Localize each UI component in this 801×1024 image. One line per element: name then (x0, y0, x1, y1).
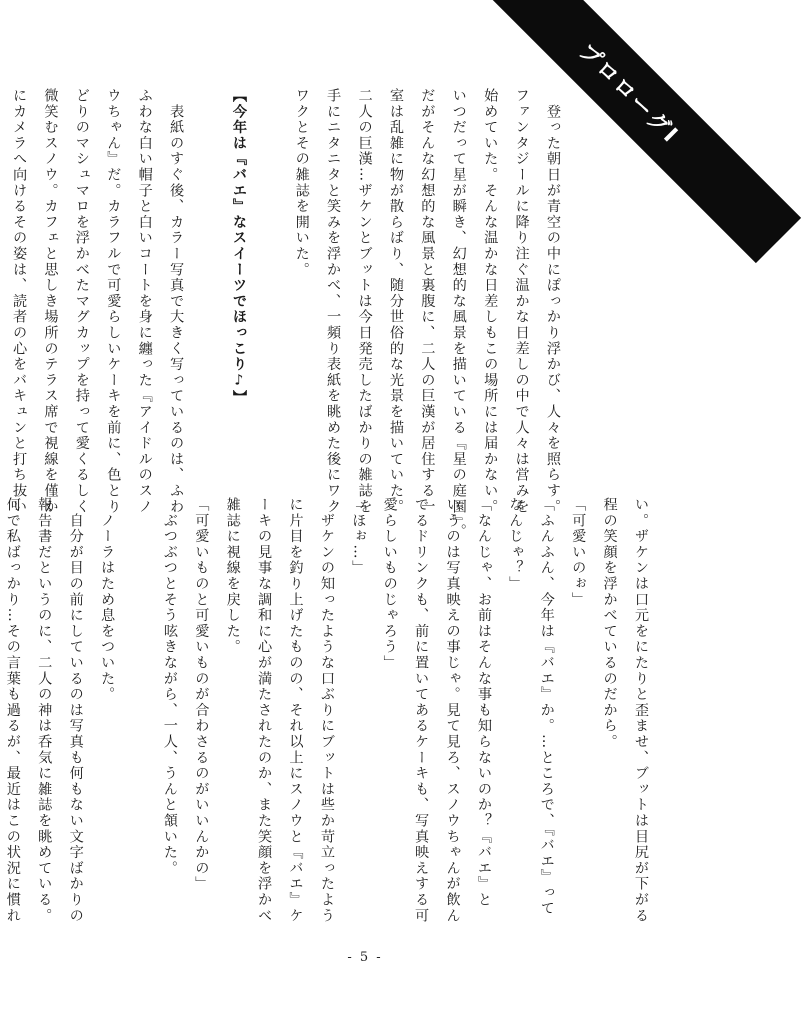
dialogue-line: 「可愛いのぉ」 (570, 497, 587, 608)
text-line: 微笑むスノウ。カフェと思しき場所のテラス席で視線を僅か (42, 88, 59, 515)
text-line: 程の笑顔を浮かべているのだから。 (601, 497, 618, 750)
text-line: ワクとその雑誌を開いた。 (293, 88, 310, 278)
dialogue-line: いうのは写真映えの事じゃ。見て見ろ、スノウちゃんが飲ん (444, 497, 461, 924)
dialogue-line: 「可愛いものと可愛いものが合わさるのがいいんかの」 (193, 497, 210, 892)
text-line: にカメラへ向けるその姿は、読者の心をバキュンと打ち抜い (11, 88, 28, 515)
text-line: ふわな白い帽子と白いコートを身に纏った『アイドルのスノ (136, 88, 153, 515)
dialogue-line: 愛らしいものじゃろう」 (381, 497, 398, 671)
text-line: 報告書だというのに、二人の神は呑気に雑誌を眺めている。 (36, 497, 53, 924)
text-line: 雑誌に視線を戻した。 (224, 497, 241, 655)
text-line: ウちゃん』だ。カラフルで可愛らしいケーキを前に、色とり (105, 88, 122, 515)
text-line: い。ザケンは口元をにたりと歪ませ、ブットは目尻が下がる (633, 497, 649, 924)
dialogue-line: なんじゃ？」 (507, 497, 524, 592)
text-line: どりのマシュマロを浮かべたマグカップを持って愛くるしく (73, 88, 90, 515)
text-line: ザケンの知ったような口ぶりにブットは些か苛立ったよう (318, 497, 335, 924)
text-line: 表紙のすぐ後、カラー写真で大きく写っているのは、ふわ (168, 88, 185, 515)
text-line: ぶつぶつとそう呟きながら、一人、うんと頷いた。 (161, 497, 178, 877)
text-line: ーキの見事な調和に心が満たされたのか、また笑顔を浮かべ (256, 497, 273, 924)
dialogue-line: 「なんじゃ、お前はそんな事も知らないのか？『バエ』と (475, 497, 492, 908)
section-heading: 【今年は『バエ』なスイーツでほっこり♪】 (230, 88, 247, 406)
text-line: に片目を釣り上げたものの、それ以上にスノウと『バエ』ケ (287, 497, 304, 924)
text-block-bottom (4, 497, 656, 941)
text-line: 登った朝日が青空の中にぽっかり浮かび、人々を照らす。 (545, 88, 561, 515)
blank-line (122, 497, 153, 941)
dialogue-line: 「ほぉ…」 (350, 497, 367, 576)
text-line: ノーラはため息をついた。 (99, 497, 116, 703)
text-line: 二人の巨漢…ザケンとブットは今日発売したばかりの雑誌を (356, 88, 373, 515)
text-line: だがそんな幻想的な風景と裏腹に、二人の巨漢が居住する一 (419, 88, 436, 515)
text-line: ファンタジールに降り注ぐ温かな日差しの中で人々は営みを (513, 88, 530, 515)
text-line: 始めていた。そんな温かな日差しもこの場所には届かない。 (482, 88, 499, 515)
text-line: 手にニタニタと笑みを浮かべ、一頻り表紙を眺めた後にワク (325, 88, 342, 515)
blank-line (191, 88, 222, 492)
blank-line (254, 88, 285, 492)
page-number: - 5 - (347, 950, 383, 965)
text-line: 室は乱雑に物が散らばり、随分世俗的な光景を描いていた。 (387, 88, 404, 515)
chapter-title: プロローグⅠ (573, 38, 684, 149)
dialogue-line: でるドリンクも、前に置いてあるケーキも、写真映えする可 (413, 497, 430, 924)
text-line: いつだって星が瞬き、幻想的な風景を描いている『星の庭園』。 (450, 88, 467, 540)
dialogue-line: 「ふんふん、今年は『バエ』か。…ところで、『バエ』って (538, 497, 555, 917)
text-line: 何で私ばっかり…その言葉も過るが、最近はこの状況に慣れ (4, 497, 21, 924)
text-line: 自分が目の前にしているのは写真も何もない文字ばかりの (67, 497, 84, 924)
